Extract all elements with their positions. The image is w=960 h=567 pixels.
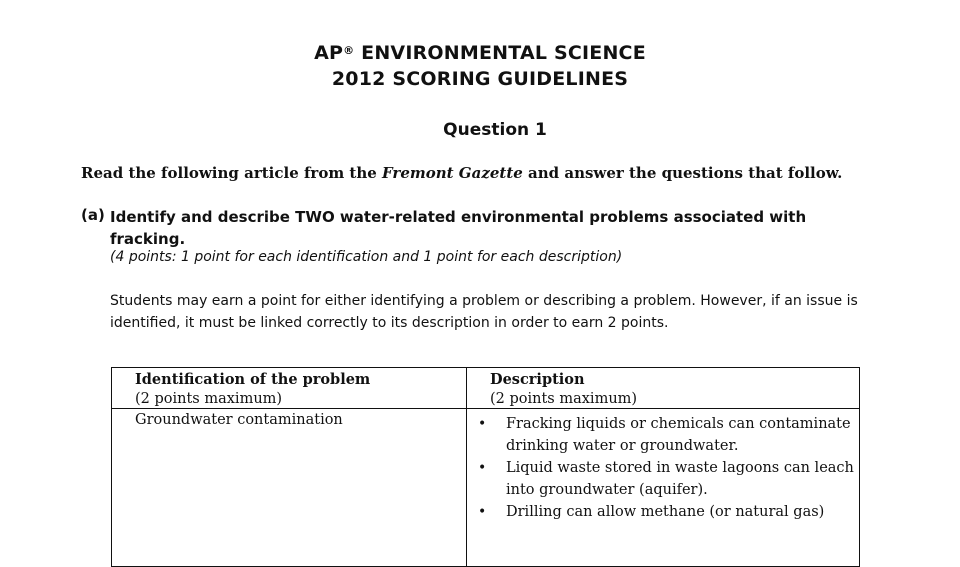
description-text: Fracking liquids or chemicals can contaminate drinking water or groundwater. — [506, 416, 851, 454]
description-text: Drilling can allow methane (or natural gas) — [506, 504, 825, 520]
title-suffix: ENVIRONMENTAL SCIENCE — [354, 42, 646, 64]
col2-header: Description — [490, 371, 585, 388]
part-a-prompt: Identify and describe TWO water-related environmental problems associated with fracking. — [110, 208, 807, 248]
intro-after: and answer the questions that follow. — [522, 164, 843, 182]
bullet-icon: • — [478, 460, 487, 476]
list-item — [474, 414, 854, 457]
points-note: (4 points: 1 point for each identification and 1 point for each description) — [110, 249, 623, 265]
list-item — [474, 502, 854, 524]
bullet-icon: • — [478, 416, 487, 432]
list-item — [474, 458, 854, 501]
bullet-icon: • — [478, 504, 487, 520]
publication-name: Fremont Gazette — [382, 164, 523, 182]
col1-subheader: (2 points maximum) — [135, 391, 283, 407]
part-a-label: (a) — [81, 206, 105, 224]
title-prefix: AP — [314, 42, 344, 64]
intro-instruction — [81, 164, 941, 182]
document-title-line-2: 2012 SCORING GUIDELINES — [331, 68, 629, 90]
intro-before: Read the following article from the — [81, 164, 383, 182]
registered-mark: ® — [343, 44, 355, 57]
scoring-note: Students may earn a point for either identifying a problem or describing a problem. However, if an issue is identified, it must be linked correctly to its description in order to earn 2 points. — [110, 293, 858, 331]
table-header-description — [490, 370, 637, 409]
col2-subheader: (2 points maximum) — [490, 391, 638, 407]
table-cell-identification: Groundwater contamination — [135, 412, 343, 428]
description-list — [474, 414, 854, 525]
table-header-identification — [135, 370, 370, 409]
description-text: Liquid waste stored in waste lagoons can leach into groundwater (aquifer). — [506, 460, 854, 498]
document-title-line-1 — [0, 42, 960, 64]
col1-header: Identification of the problem — [135, 371, 371, 388]
question-title: Question 1 — [443, 120, 547, 140]
table-column-divider — [466, 368, 467, 566]
scoring-table — [111, 367, 860, 567]
